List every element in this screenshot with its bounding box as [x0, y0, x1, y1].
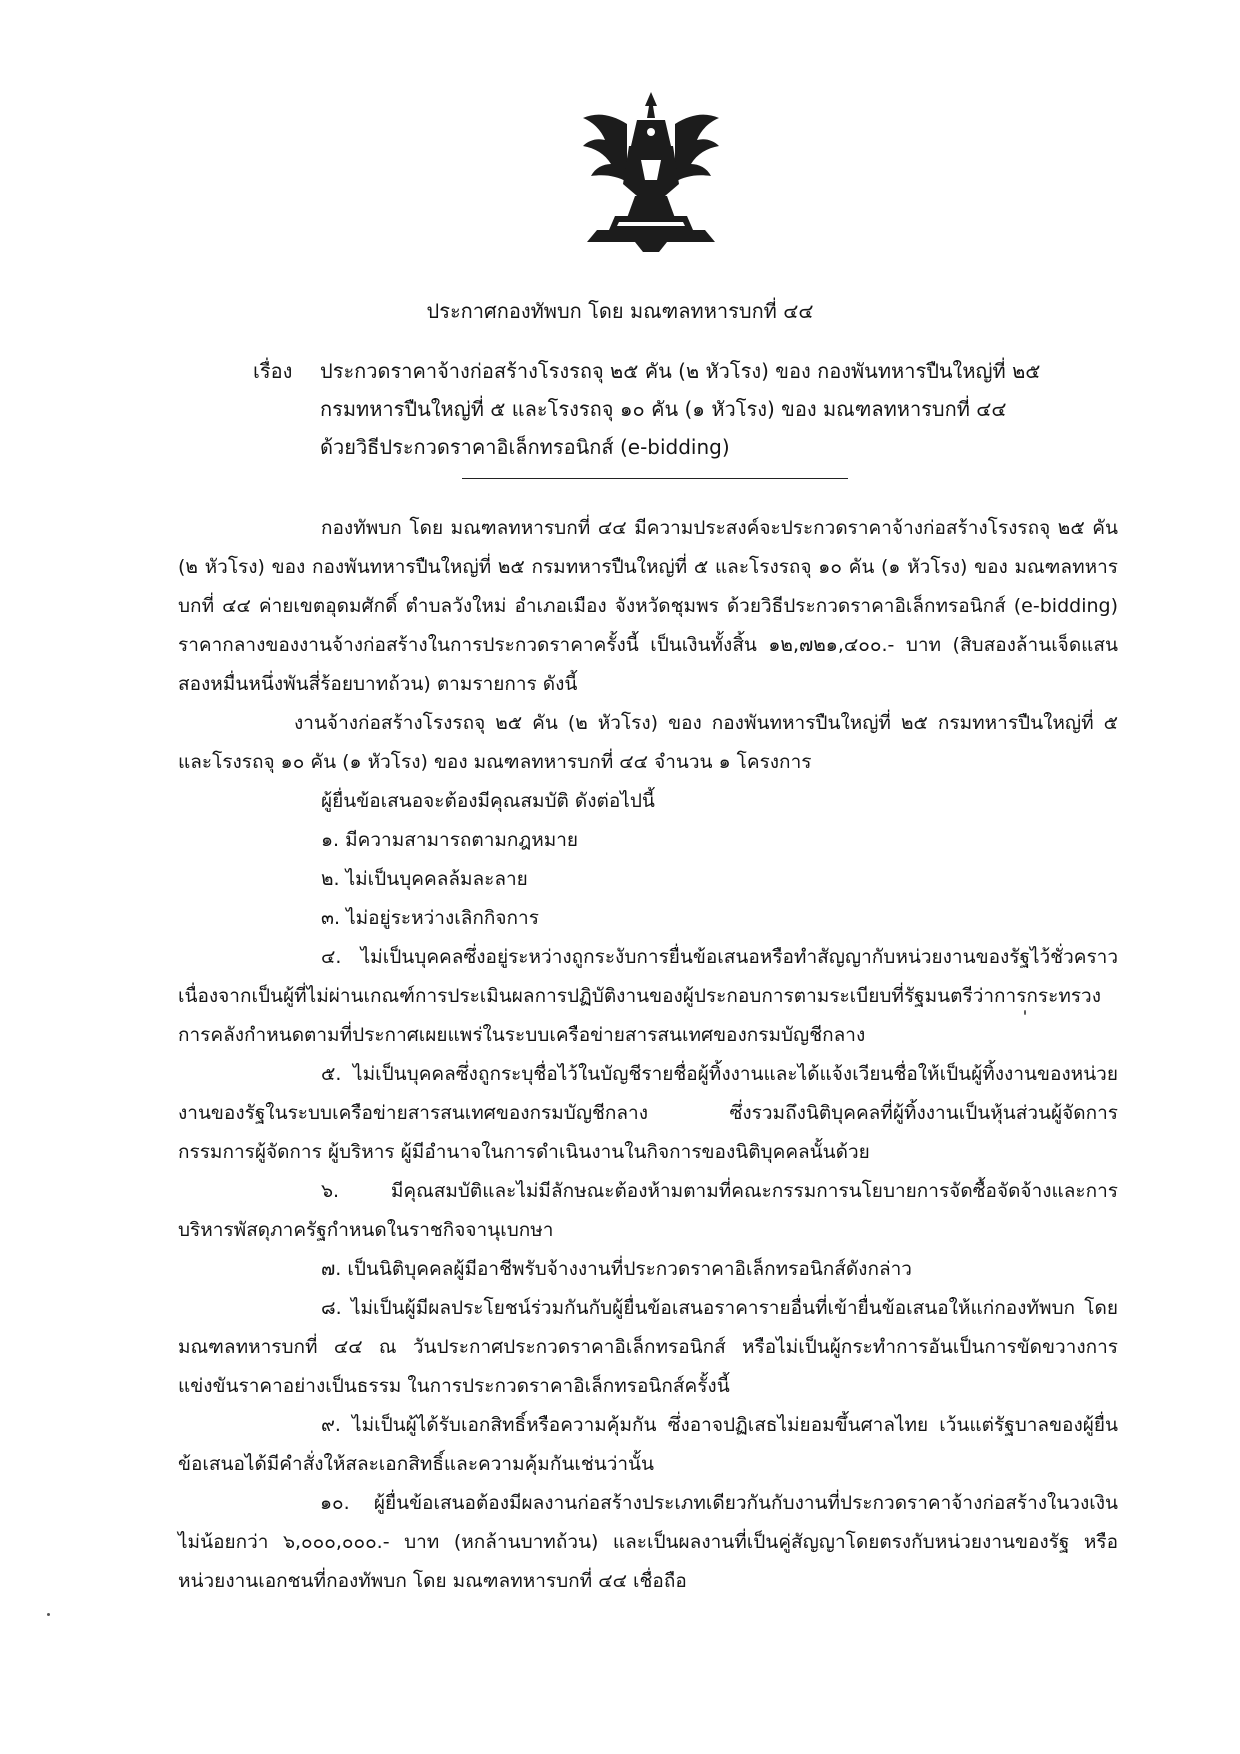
scan-speck: [1024, 1010, 1026, 1015]
qualification-item: ๖. มีคุณสมบัติและไม่มีลักษณะต้องห้ามตามที่คณะกรรมการนโยบายการจัดซื้อจัดจ้างและการบริหารพัสดุภาครัฐกำหนดในราชกิจจานุเบกษา: [178, 1180, 1118, 1241]
qualification-item: ๔. ไม่เป็นบุคคลซึ่งอยู่ระหว่างถูกระงับการยื่นข้อเสนอหรือทำสัญญากับหน่วยงานของรัฐไว้ชั่วคราว เนื่องจากเป็นผู้ที่ไม่ผ่านเกณฑ์การประเมินผลการปฏิบัติงานของผู้ประกอบการตามระเบียบที่รัฐมนตรีว่าการกระทรวงการคลังกำหนดตามที่ประกาศเผยแพร่ในระบบเครือข่ายสารสนเทศของกรมบัญชีกลาง: [178, 946, 1118, 1046]
intro-paragraph: กองทัพบก โดย มณฑลทหารบกที่ ๔๔ มีความประสงค์จะประกวดราคาจ้างก่อสร้างโรงรถจุ ๒๕ คัน (๒ หัวโรง) ของ กองพันทหารปืนใหญ่ที่ ๒๕ กรมทหารปืนใหญ่ที่ ๕ และโรงรถจุ ๑๐ คัน (๑ หัวโรง) ของ มณฑลทหารบกที่ ๔๔ ค่ายเขตอุดมศักดิ์ ตำบลวังใหม่ อำเภอเมือง จังหวัดชุมพร ด้วยวิธีประกวดราคาอิเล็กทรอนิกส์ (e-bidding) ราคากลางของงานจ้างก่อสร้างในการประกวดราคาครั้งนี้ เป็นเงินทั้งสิ้น ๑๒,๗๒๑,๔๐๐.- บาท (สิบสองล้านเจ็ดแสนสองหมื่นหนึ่งพันสี่ร้อยบาทถ้วน) ตามรายการ ดังนี้: [178, 517, 1118, 695]
subject-label: เรื่อง: [253, 359, 293, 383]
qualification-item: ๑. มีความสามารถตามกฎหมาย: [321, 829, 579, 851]
qualification-item: ๗. เป็นนิติบุคคลผู้มีอาชีพรับจ้างงานที่ประกวดราคาอิเล็กทรอนิกส์ดังกล่าว: [321, 1258, 912, 1280]
subject-lines: [320, 352, 1150, 466]
subject-line: กรมทหารปืนใหญ่ที่ ๕ และโรงรถจุ ๑๐ คัน (๑ หัวโรง) ของ มณฑลทหารบกที่ ๔๔: [320, 397, 1007, 421]
subject-line: ประกวดราคาจ้างก่อสร้างโรงรถจุ ๒๕ คัน (๒ หัวโรง) ของ กองพันทหารปืนใหญ่ที่ ๒๕: [320, 359, 1041, 383]
garuda-emblem-icon: [575, 84, 727, 254]
announcement-body: [178, 509, 1118, 1601]
subject-line: ด้วยวิธีประกวดราคาอิเล็กทรอนิกส์ (e-bidding): [320, 435, 730, 459]
qualification-item: ๓. ไม่อยู่ระหว่างเลิกกิจการ: [321, 907, 539, 929]
scan-speck: [47, 1613, 50, 1616]
announcement-title: ประกาศกองทัพบก โดย มณฑลทหารบกที่ ๔๔: [426, 299, 814, 323]
qualification-item: ๘. ไม่เป็นผู้มีผลประโยชน์ร่วมกันกับผู้ยื่นข้อเสนอราคารายอื่นที่เข้ายื่นข้อเสนอให้แก่กองทัพบก โดย มณฑลทหารบกที่ ๔๔ ณ วันประกาศประกวดราคาอิเล็กทรอนิกส์ หรือไม่เป็นผู้กระทำการอันเป็นการขัดขวางการแข่งขันราคาอย่างเป็นธรรม ในการประกวดราคาอิเล็กทรอนิกส์ครั้งนี้: [178, 1297, 1118, 1397]
qualification-item: ๑๐. ผู้ยื่นข้อเสนอต้องมีผลงานก่อสร้างประเภทเดียวกันกับงานที่ประกวดราคาจ้างก่อสร้างในวงเงินไม่น้อยกว่า ๖,๐๐๐,๐๐๐.- บาท (หกล้านบาทถ้วน) และเป็นผลงานที่เป็นคู่สัญญาโดยตรงกับหน่วยงานของรัฐ หรือหน่วยงานเอกชนที่กองทัพบก โดย มณฑลทหารบกที่ ๔๔ เชื่อถือ: [178, 1492, 1118, 1592]
qualification-item: ๙. ไม่เป็นผู้ได้รับเอกสิทธิ์หรือความคุ้มกัน ซึ่งอาจปฏิเสธไม่ยอมขึ้นศาลไทย เว้นแต่รัฐบาลของผู้ยื่นข้อเสนอได้มีคำสั่งให้สละเอกสิทธิ์และความคุ้มกันเช่นว่านั้น: [178, 1414, 1118, 1475]
title-divider: [462, 478, 848, 479]
project-paragraph: งานจ้างก่อสร้างโรงรถจุ ๒๕ คัน (๒ หัวโรง) ของ กองพันทหารปืนใหญ่ที่ ๒๕ กรมทหารปืนใหญ่ที่ ๕ และโรงรถจุ ๑๐ คัน (๑ หัวโรง) ของ มณฑลทหารบกที่ ๔๔ จำนวน ๑ โครงการ: [178, 712, 1118, 773]
qualification-item: ๕. ไม่เป็นบุคคลซึ่งถูกระบุชื่อไว้ในบัญชีรายชื่อผู้ทิ้งงานและได้แจ้งเวียนชื่อให้เป็นผู้ทิ้งงานของหน่วยงานของรัฐในระบบเครือข่ายสารสนเทศของกรมบัญชีกลาง ซึ่งรวมถึงนิติบุคคลที่ผู้ทิ้งงานเป็นหุ้นส่วนผู้จัดการ กรรมการผู้จัดการ ผู้บริหาร ผู้มีอำนาจในการดำเนินงานในกิจการของนิติบุคคลนั้นด้วย: [178, 1063, 1118, 1163]
qualifications-intro: ผู้ยื่นข้อเสนอจะต้องมีคุณสมบัติ ดังต่อไปนี้: [321, 790, 655, 812]
qualification-item: ๒. ไม่เป็นบุคคลล้มละลาย: [321, 868, 528, 890]
